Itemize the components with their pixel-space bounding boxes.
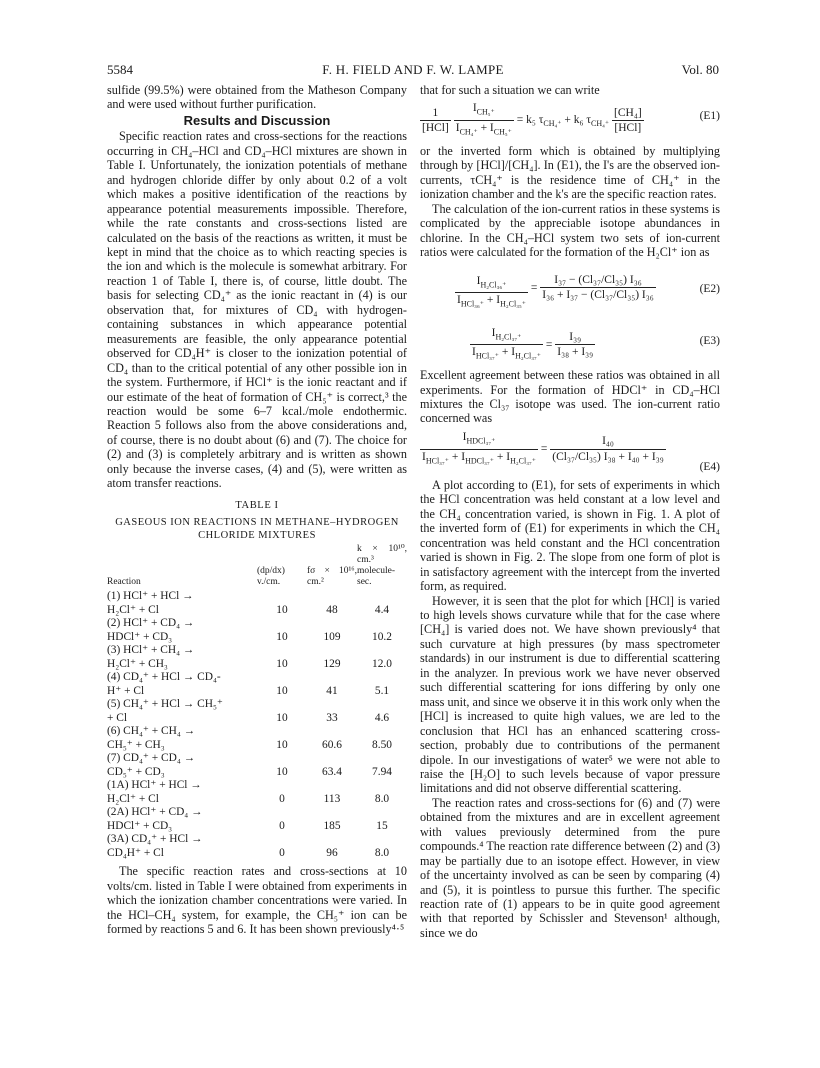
rate-value: 8.0 <box>374 792 390 805</box>
table-row <box>107 779 407 793</box>
field-value: 0 <box>279 846 285 859</box>
rate-value: 7.94 <box>372 765 392 778</box>
table-row <box>107 725 407 739</box>
paragraph: The specific reaction rates and cross-sections at 10 volts/cm. listed in Table I were obtained from experiments in which the ionization chamber concentrations were varied. In the HCl–CH₄ system, for example, the CH₅⁺ ion can be formed by reactions 5 and 6. It has been shown previously⁴·⁵ <box>107 864 407 936</box>
table-caption: TABLE I <box>235 499 279 511</box>
table-row <box>107 847 407 861</box>
field-value: 0 <box>279 819 285 832</box>
reaction-product: H₂Cl⁺ + CH₃ <box>107 657 168 670</box>
table-row <box>107 698 407 712</box>
rate-value: 4.4 <box>374 603 390 616</box>
equation-e3: $\frac{I_{H_2Cl_{37}^+}}{I_{HCl_{37}^+} + I_{H_2Cl_{37}^+}}$ = $\frac{\text{I₃₉}}{\text{I₃₈ + I₃₉}}$ (E3) <box>472 326 720 361</box>
table-row <box>107 604 407 618</box>
table-title: GASEOUS ION REACTIONS IN METHANE–HYDROGEN CHLORIDE MIXTURES <box>115 517 399 542</box>
rate-value: 10.2 <box>372 630 392 643</box>
reaction-line: (2A) HCl⁺ + CD₄ → <box>107 806 203 819</box>
table-row <box>107 685 407 699</box>
equation-number: (E4) <box>699 460 720 473</box>
reaction-line: (6) CH₄⁺ + CH₄ → <box>107 725 196 738</box>
equation-number: (E2) <box>699 282 720 295</box>
table-header: fσ × 10¹⁶, cm.² <box>307 566 357 588</box>
rate-value: 15 <box>376 819 388 832</box>
reaction-line: (1A) HCl⁺ + HCl → <box>107 779 202 792</box>
equation-number: (E3) <box>699 334 720 347</box>
cross-section-value: 48 <box>326 603 338 616</box>
cross-section-value: 109 <box>323 630 341 643</box>
field-value: 10 <box>276 738 288 751</box>
left-column <box>107 83 407 936</box>
field-value: 10 <box>276 684 288 697</box>
reaction-product: CD₅⁺ + CD₃ <box>107 765 165 778</box>
paragraph: Specific reaction rates and cross-sections for the reactions occurring in CH₄–HCl and CD₄–HCl mixtures are shown in Table I. Unfortunately, the ionization potentials of methane and hydrogen chloride differ by only about 0.2 of a volt which makes a positive identification of the reactions by appearance potential measurements impossible. Therefore, while the rate constants and cross-sections listed are calculated on the basis of the reactions as written, it must be kept in mind that the choice as to which reacting species is the ion and which is the molecule is somewhat arbitrary. For reaction 1 of Table I, there is, of course, little doubt. The basis for selecting CD₄⁺ as the ionic reactant in (4) is our observation that, for mixtures of CD₄ with hydrogen-containing substances in which appearance potential measurements are feasible, the only appearance potential observed for CD₄H⁺ is closer to the ionization potential of CD₄ than to the critical potential of any other possible ion in the system. Furthermore, if HCl⁺ is the ionic reactant and if our estimate of the heat of formation of CH₅⁺ is correct,³ the reaction would be some 6–7 kcal./mole endothermic. Reaction 5 follows also from the above considerations and, of course, there is no doubt about (6) and (7). The choice for (2) and (3) is completely arbitrary and is written as shown only because the inverse cases, (4) and (5), were written as atom transfer reactions. <box>107 129 407 491</box>
paragraph: The calculation of the ion-current ratios in these systems is complicated by the appreciable isotope abundances in chlorine. In the CH₄–HCl system two sets of ion-current ratios were calculated for the formation of the H₂Cl⁺ ion as <box>420 201 720 260</box>
table-row <box>107 752 407 766</box>
rate-value: 5.1 <box>374 684 390 697</box>
rate-value: 8.0 <box>374 846 390 859</box>
reaction-line: (5) CH₄⁺ + HCl → CH₅⁺ <box>107 698 223 711</box>
field-value: 10 <box>276 630 288 643</box>
cross-section-value: 41 <box>326 684 338 697</box>
equation-number: (E1) <box>699 110 720 123</box>
cross-section-value: 113 <box>323 792 341 805</box>
rate-value: 4.6 <box>374 711 390 724</box>
right-column <box>420 83 720 940</box>
reaction-line: (1) HCl⁺ + HCl → <box>107 590 194 603</box>
paragraph: Excellent agreement between these ratios was obtained in all experiments. For the formation of HDCl⁺ in CD₄–HCl mixtures the Cl₃₇ isotope was used. The ion-current ratio concerned was <box>420 368 720 426</box>
field-value: 0 <box>279 792 285 805</box>
table-row <box>107 658 407 672</box>
table-row <box>107 631 407 645</box>
section-title: Results and Discussion <box>183 112 331 128</box>
reaction-line: (4) CD₄⁺ + HCl → CD₄- <box>107 671 221 684</box>
reaction-line: (3A) CD₄⁺ + HCl → <box>107 833 203 846</box>
reaction-line: (2) HCl⁺ + CD₄ → <box>107 617 195 630</box>
cross-section-value: 63.4 <box>322 765 342 778</box>
rate-value: 8.50 <box>372 738 392 751</box>
table-row <box>107 793 407 807</box>
reaction-product: CH₅⁺ + CH₃ <box>107 738 165 751</box>
table-row <box>107 644 407 658</box>
running-authors: F. H. FIELD AND F. W. LAMPE <box>322 62 504 77</box>
reaction-line: (3) HCl⁺ + CH₄ → <box>107 644 195 657</box>
field-value: 10 <box>276 657 288 670</box>
table-row <box>107 806 407 820</box>
table-header: Reaction <box>107 577 141 588</box>
table-header: (dp/dx) v./cm. <box>257 566 285 588</box>
reaction-product: HDCl⁺ + CD₃ <box>107 630 173 643</box>
cross-section-value: 33 <box>326 711 338 724</box>
cross-section-value: 129 <box>323 657 341 670</box>
paragraph: However, it is seen that the plot for which [HCl] is varied to high levels shows curvature while that for the case where [CH₄] is varied does not. We have shown previously⁴ that such curvature at high pressures (by mass spectrometer standards) in our instrument is due to differential scattering in the analyzer. In previous work we have never observed such differential scattering for ions differing by only one mass unit, and since we observe it in this work only when the [HCl] is increased to quite high values, we are led to the conclusion that HCl has an enhanced scattering cross-section, probably due to contributions of the permanent dipole. In our investigations of water⁵ we were not able to raise the [H₂O] to such levels because of vapor pressure limitations and did not observe differential scattering. <box>420 593 720 796</box>
paragraph: or the inverted form which is obtained by multiplying through by [HCl]/[CH₄]. In (E1), the I's are the observed ion-currents, τCH₄⁺ is the residence time of CH₄⁺ in the ionization chamber and the k's are the specific reaction rates. <box>420 143 720 202</box>
cross-section-value: 60.6 <box>322 738 342 751</box>
reaction-product: H₂Cl⁺ + Cl <box>107 792 159 805</box>
field-value: 10 <box>276 711 288 724</box>
reaction-product: HDCl⁺ + CD₃ <box>107 819 173 832</box>
table-header: k × 10¹⁰, cm.³ molecule-sec. <box>357 544 407 588</box>
cross-section-value: 185 <box>323 819 341 832</box>
reaction-table <box>107 544 407 860</box>
table-row <box>107 833 407 847</box>
page-number: 5584 <box>107 62 133 77</box>
table-row <box>107 820 407 834</box>
reaction-line: (7) CD₄⁺ + CD₄ → <box>107 752 196 765</box>
table-row <box>107 712 407 726</box>
rate-value: 12.0 <box>372 657 392 670</box>
table-row <box>107 617 407 631</box>
volume-label: Vol. 80 <box>681 62 719 77</box>
cross-section-value: 96 <box>326 846 338 859</box>
reaction-product: H⁺ + Cl <box>107 684 145 697</box>
reaction-product: + Cl <box>107 711 128 724</box>
reaction-product: H₂Cl⁺ + Cl <box>107 603 159 616</box>
paragraph: A plot according to (E1), for sets of experiments in which the HCl concentration was held constant at a low level and the CH₄ concentration varied, is shown in Fig. 1. A plot of the inverted form of (E1) for experiments in which the CH₄ concentration was held constant and the HCl concentration varied is shown in Fig. 2. The slope from one form of plot is in satisfactory agreement with the intercept from the inverted form, as required. <box>420 477 720 594</box>
paragraph: The reaction rates and cross-sections for (6) and (7) were obtained from the mixtures and are in excellent agreement with values previously determined from the pure compounds.⁴ The reaction rate difference between (2) and (3) may be partially due to an isotope effect. However, in view of the uncertainty involved as can be seen by comparing (4) and (5), it is pointless to pursue this further. The specific reaction rate of (1) appears to be in quite good agreement with that reported by Schissler and Stevenson¹ although, since we do <box>420 795 720 940</box>
field-value: 10 <box>276 603 288 616</box>
table-row <box>107 671 407 685</box>
equation-e2: $\frac{I_{H_2Cl_{36}^+}}{I_{HCl_{36}^+} + I_{H_2Cl_{35}^+}}$ = $\frac{\text{I₃₇ − (Cl₃₇/Cl₃₅) I₃₆}}{\text{I₃₆ + I₃₇ − (Cl₃₇/Cl₃₅) I₃₆}}$ (E2) <box>457 273 720 309</box>
table-row <box>107 739 407 753</box>
table-row <box>107 766 407 780</box>
field-value: 10 <box>276 765 288 778</box>
equation-e1: $\frac{1}{\text{[HCl]}}$ $\frac{I_{CH_5^+}}{I_{CH_4^+} + I_{CH_5^+}}$ = k₅ $\tau_{CH_4^+} + k_6$ $\tau_{CH_4^+}$ $\frac{\text{[CH₄]}}{\text{[HCl]}}$ (E1) <box>422 102 720 137</box>
table-row <box>107 590 407 604</box>
paragraph: that for such a situation we can write <box>420 83 600 97</box>
intro-text: sulfide (99.5%) were obtained from the Matheson Company and were used without further purification. <box>107 83 407 112</box>
reaction-product: CD₄H⁺ + Cl <box>107 846 164 859</box>
equation-e4: $\frac{I_{HDCl_{37}^+}}{I_{HCl_{37}^+} + I_{HDCl_{37}^+} + I_{H_2Cl_{37}^+}}$ = $\frac{\text{I₄₀}}{\text{(Cl₃₇/Cl₃₅) I₃₈ + I₄₀ + I₃₉}}$ (E4) <box>422 430 720 473</box>
